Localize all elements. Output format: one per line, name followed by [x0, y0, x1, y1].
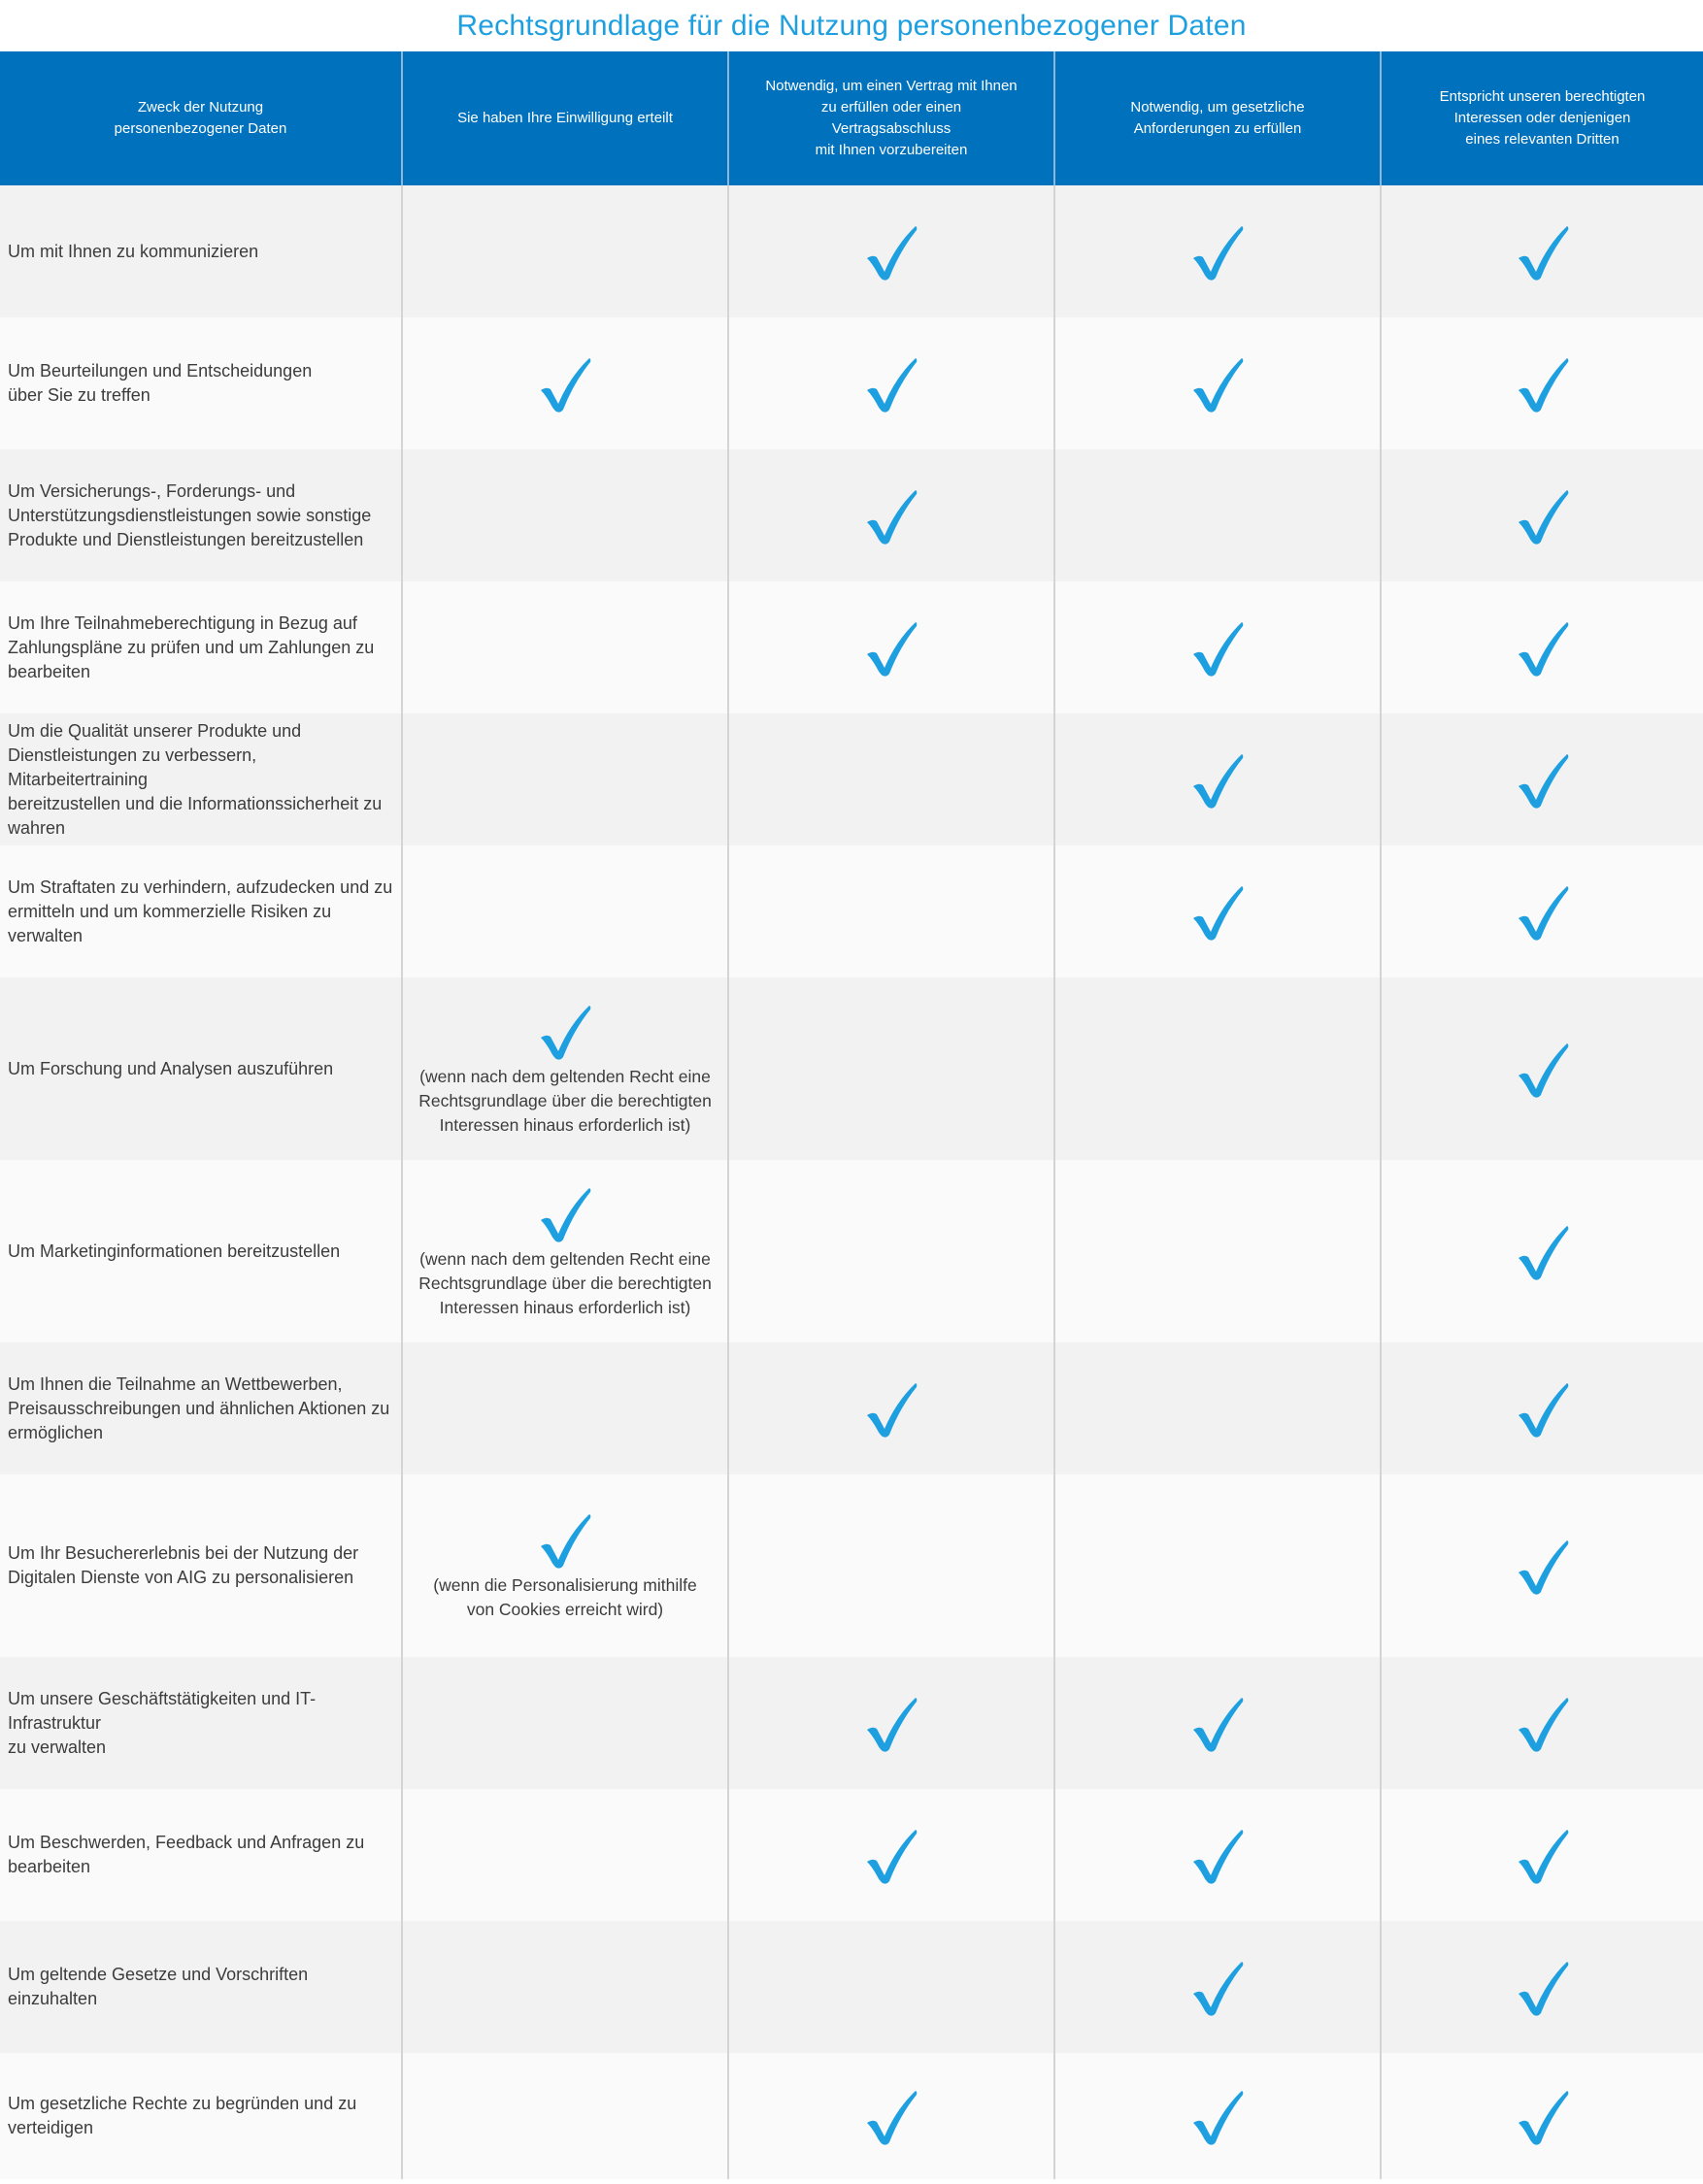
cell-contract — [728, 1474, 1054, 1657]
cell-consent — [402, 1474, 728, 1657]
checkmark-icon — [537, 353, 593, 414]
cell-legal-requirement — [1054, 1474, 1381, 1657]
table-body — [0, 185, 1703, 2179]
cell-consent — [402, 2053, 728, 2179]
checkmark-icon — [1189, 2086, 1246, 2146]
table-row — [0, 845, 1703, 977]
purpose-cell: Um gesetzliche Rechte zu begründen und zu verteidigen — [0, 2053, 402, 2179]
table-row — [0, 581, 1703, 713]
cell-contract — [728, 185, 1054, 317]
cell-legitimate-interest — [1381, 977, 1703, 1160]
purpose-cell: Um Beurteilungen und Entscheidungen über Sie zu treffen — [0, 317, 402, 449]
cell-legal-requirement — [1054, 581, 1381, 713]
checkmark-icon — [1515, 485, 1571, 546]
cell-legal-requirement — [1054, 2053, 1381, 2179]
purpose-cell: Um Straftaten zu verhindern, aufzudecken und zu ermitteln und um kommerzielle Risiken zu verwalten — [0, 845, 402, 977]
checkmark-icon — [1189, 1825, 1246, 1885]
checkmark-icon — [1515, 1957, 1571, 2017]
cell-contract — [728, 2053, 1054, 2179]
cell-legal-requirement — [1054, 845, 1381, 977]
table-row — [0, 1342, 1703, 1474]
header-purpose: Zweck der Nutzung personenbezogener Daten — [0, 51, 402, 185]
checkmark-icon — [863, 1693, 919, 1753]
cell-consent — [402, 449, 728, 581]
checkmark-icon — [863, 1378, 919, 1439]
cell-consent — [402, 185, 728, 317]
checkmark-icon — [537, 1001, 593, 1061]
cell-legal-requirement — [1054, 1160, 1381, 1342]
purpose-cell: Um Marketinginformationen bereitzustellen — [0, 1160, 402, 1342]
cell-note: (wenn nach dem geltenden Recht eine Rechtsgrundlage über die berechtigten Interessen hinaus erforderlich ist) — [418, 1066, 712, 1135]
checkmark-icon — [1189, 353, 1246, 414]
cell-contract — [728, 1160, 1054, 1342]
cell-contract — [728, 845, 1054, 977]
table-row — [0, 713, 1703, 845]
cell-contract — [728, 977, 1054, 1160]
cell-legitimate-interest — [1381, 1921, 1703, 2053]
cell-legitimate-interest — [1381, 1657, 1703, 1789]
purpose-cell: Um Ihr Besuchererlebnis bei der Nutzung der Digitalen Dienste von AIG zu personalisieren — [0, 1474, 402, 1657]
table-row — [0, 1657, 1703, 1789]
checkmark-icon — [1515, 1825, 1571, 1885]
table-row — [0, 977, 1703, 1160]
checkmark-icon — [863, 485, 919, 546]
checkmark-icon — [863, 2086, 919, 2146]
cell-legal-requirement — [1054, 1921, 1381, 2053]
cell-legitimate-interest — [1381, 1474, 1703, 1657]
cell-legal-requirement — [1054, 185, 1381, 317]
header-contract: Notwendig, um einen Vertrag mit Ihnen zu erfüllen oder einen Vertragsabschluss mit Ihnen vorzubereiten — [728, 51, 1054, 185]
cell-consent — [402, 845, 728, 977]
cell-note: (wenn die Personalisierung mithilfe von Cookies erreicht wird) — [433, 1575, 697, 1619]
cell-contract — [728, 581, 1054, 713]
purpose-cell: Um Ihnen die Teilnahme an Wettbewerben, Preisausschreibungen und ähnlichen Aktionen zu ermöglichen — [0, 1342, 402, 1474]
cell-legitimate-interest — [1381, 581, 1703, 713]
page-title: Rechtsgrundlage für die Nutzung personenbezogener Daten — [456, 9, 1247, 42]
checkmark-icon — [1515, 749, 1571, 810]
cell-consent — [402, 581, 728, 713]
cell-contract — [728, 713, 1054, 845]
checkmark-icon — [1189, 221, 1246, 281]
purpose-cell: Um Beschwerden, Feedback und Anfragen zu bearbeiten — [0, 1789, 402, 1921]
purpose-cell: Um Ihre Teilnahmeberechtigung in Bezug auf Zahlungspläne zu prüfen und um Zahlungen zu bearbeiten — [0, 581, 402, 713]
checkmark-icon — [863, 221, 919, 281]
header-legitimate-interest: Entspricht unseren berechtigten Interessen oder denjenigen eines relevanten Dritten — [1381, 51, 1703, 185]
cell-consent — [402, 977, 728, 1160]
checkmark-icon — [1189, 1693, 1246, 1753]
purpose-cell: Um unsere Geschäftstätigkeiten und IT-Infrastruktur zu verwalten — [0, 1657, 402, 1789]
cell-legitimate-interest — [1381, 845, 1703, 977]
cell-legitimate-interest — [1381, 1789, 1703, 1921]
checkmark-icon — [1515, 1536, 1571, 1596]
cell-consent — [402, 1789, 728, 1921]
cell-legitimate-interest — [1381, 713, 1703, 845]
cell-consent — [402, 317, 728, 449]
checkmark-icon — [863, 1825, 919, 1885]
purpose-cell: Um mit Ihnen zu kommunizieren — [0, 185, 402, 317]
cell-legitimate-interest — [1381, 449, 1703, 581]
cell-contract — [728, 317, 1054, 449]
checkmark-icon — [1515, 881, 1571, 942]
cell-contract — [728, 1342, 1054, 1474]
header-legal-requirement: Notwendig, um gesetzliche Anforderungen zu erfüllen — [1054, 51, 1381, 185]
cell-legal-requirement — [1054, 1342, 1381, 1474]
checkmark-icon — [537, 1509, 593, 1570]
table-header-row — [0, 51, 1703, 185]
purpose-cell: Um Forschung und Analysen auszuführen — [0, 977, 402, 1160]
cell-legitimate-interest — [1381, 1342, 1703, 1474]
cell-legitimate-interest — [1381, 1160, 1703, 1342]
checkmark-icon — [1189, 881, 1246, 942]
checkmark-icon — [863, 353, 919, 414]
cell-legal-requirement — [1054, 449, 1381, 581]
checkmark-icon — [1515, 221, 1571, 281]
cell-consent — [402, 1921, 728, 2053]
cell-legitimate-interest — [1381, 2053, 1703, 2179]
cell-legal-requirement — [1054, 977, 1381, 1160]
checkmark-icon — [863, 617, 919, 678]
checkmark-icon — [1515, 2086, 1571, 2146]
checkmark-icon — [537, 1183, 593, 1243]
cell-legal-requirement — [1054, 1657, 1381, 1789]
cell-consent — [402, 1160, 728, 1342]
table-row — [0, 2053, 1703, 2179]
legal-basis-table — [0, 51, 1703, 2179]
checkmark-icon — [1189, 749, 1246, 810]
cell-note: (wenn nach dem geltenden Recht eine Rechtsgrundlage über die berechtigten Interessen hinaus erforderlich ist) — [418, 1248, 712, 1317]
header-consent: Sie haben Ihre Einwilligung erteilt — [402, 51, 728, 185]
table-row — [0, 1474, 1703, 1657]
checkmark-icon — [1515, 1039, 1571, 1099]
table-row — [0, 185, 1703, 317]
table-row — [0, 1160, 1703, 1342]
cell-legal-requirement — [1054, 713, 1381, 845]
cell-consent — [402, 1342, 728, 1474]
cell-consent — [402, 1657, 728, 1789]
table-row — [0, 1789, 1703, 1921]
cell-legitimate-interest — [1381, 185, 1703, 317]
table-row — [0, 317, 1703, 449]
checkmark-icon — [1515, 617, 1571, 678]
checkmark-icon — [1515, 1221, 1571, 1281]
purpose-cell: Um geltende Gesetze und Vorschriften einzuhalten — [0, 1921, 402, 2053]
cell-contract — [728, 1921, 1054, 2053]
checkmark-icon — [1515, 353, 1571, 414]
checkmark-icon — [1189, 617, 1246, 678]
cell-consent — [402, 713, 728, 845]
table-row — [0, 449, 1703, 581]
checkmark-icon — [1189, 1957, 1246, 2017]
cell-contract — [728, 1789, 1054, 1921]
checkmark-icon — [1515, 1378, 1571, 1439]
purpose-cell: Um Versicherungs-, Forderungs- und Unterstützungsdienstleistungen sowie sonstige Produkte und Dienstleistungen bereitzustellen — [0, 449, 402, 581]
cell-legitimate-interest — [1381, 317, 1703, 449]
table-row — [0, 1921, 1703, 2053]
cell-contract — [728, 449, 1054, 581]
checkmark-icon — [1515, 1693, 1571, 1753]
purpose-cell: Um die Qualität unserer Produkte und Dienstleistungen zu verbessern, Mitarbeitertraining bereitzustellen und die Informationssicherheit zu wahren — [0, 713, 402, 845]
cell-contract — [728, 1657, 1054, 1789]
cell-legal-requirement — [1054, 1789, 1381, 1921]
cell-legal-requirement — [1054, 317, 1381, 449]
